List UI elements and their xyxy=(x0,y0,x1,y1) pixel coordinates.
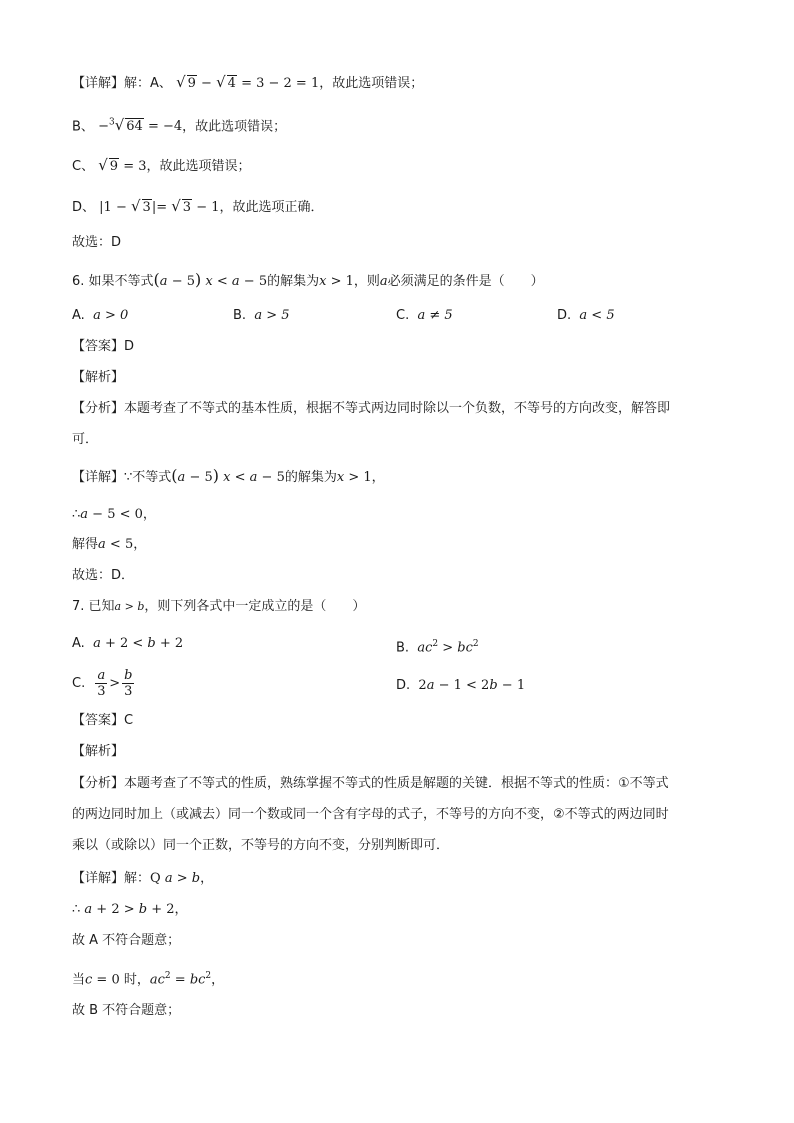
q6-option-b: B. a > 5 xyxy=(233,308,290,323)
math-expression: −$^3$√ 64 = −4 xyxy=(98,116,183,135)
math-expression: √ 9 = 3 xyxy=(98,156,147,174)
detail-label: 【详解】 xyxy=(72,76,125,91)
math-expression: √ 9 − √ 4 = 3 − 2 = 1 xyxy=(176,73,320,91)
q6-fenxi-line1: 【分析】本题考查了不等式的基本性质，根据不等式两边同时除以一个负数，不等号的方向改变，解答即 xyxy=(72,401,671,416)
q7-stem: 7. 已知a > b，则下列各式中一定成立的是（ ） xyxy=(72,599,366,614)
math-expression: |1 − √ 3|= √ 3 − 1 xyxy=(99,197,220,215)
q6-option-c: C. a ≠ 5 xyxy=(396,308,453,323)
q7-fenxi-line1: 【分析】本题考查了不等式的性质，熟练掌握不等式的性质是解题的关键．根据不等式的性质：①不等式 xyxy=(72,776,669,791)
q7-fenxi-line2: 的两边同时加上（或减去）同一个数或同一个含有字母的式子，不等号的方向不变，②不等式的两边同时 xyxy=(72,807,669,822)
q5-detail-line-c: C、 √ 9 = 3，故此选项错误； xyxy=(72,156,251,174)
q7-detail-line2: ∴ a + 2 > b + 2， xyxy=(72,902,188,917)
q5-detail-line-d: D、 |1 − √ 3|= √ 3 − 1，故此选项正确． xyxy=(72,197,324,215)
q6-option-a: A. a > 0 xyxy=(72,308,129,323)
q7-detail-line1: 【详解】解：Q a > b， xyxy=(72,871,214,886)
q7-option-c: C. $\frac{a}{3}$ > $\frac{b}{3}$ xyxy=(72,668,133,699)
q7-fenxi-line3: 乘以（或除以）同一个正数，不等号的方向不变，分别判断即可． xyxy=(72,838,450,853)
q6-stem: 6. 如果不等式(a − 5) x < a − 5的解集为x > 1，则a必须满足的条件是（ ） xyxy=(72,270,544,289)
q7-analysis-label: 【解析】 xyxy=(72,744,125,759)
q6-option-d: D. a < 5 xyxy=(557,308,615,323)
q6-answer: 【答案】D xyxy=(72,339,135,354)
q6-analysis-label: 【解析】 xyxy=(72,370,125,385)
q7-answer: 【答案】C xyxy=(72,713,134,728)
q6-solve-line: 解得a < 5， xyxy=(72,537,147,552)
q7-detail-line5: 故 B 不符合题意； xyxy=(72,1003,181,1018)
q6-choice: 故选：D． xyxy=(72,568,135,583)
q7-detail-line4: 当c = 0 时，$ac^2 = bc^2$， xyxy=(72,971,225,988)
q7-option-d: D. 2a − 1 < 2b − 1 xyxy=(396,678,526,693)
answer-label: 【答案】 xyxy=(72,339,125,354)
q7-option-a: A. a + 2 < b + 2 xyxy=(72,636,184,651)
q5-choice: 故选：D xyxy=(72,235,122,250)
q5-detail-line-b: B、 −$^3$√ 64 = −4，故此选项错误； xyxy=(72,116,287,135)
q5-detail-line-a: 【详解】解：A、 √ 9 − √ 4 = 3 − 2 = 1，故此选项错误； xyxy=(72,73,424,91)
q6-fenxi-line2: 可． xyxy=(72,432,99,447)
q6-detail-line1: 【详解】∵不等式(a − 5) x < a − 5的解集为x > 1， xyxy=(72,466,385,485)
q6-therefore-line: ∴a − 5 < 0， xyxy=(72,507,156,522)
q7-detail-line3: 故 A 不符合题意； xyxy=(72,933,181,948)
q7-option-b: B. $ac^2 > bc^2$ xyxy=(396,639,479,656)
